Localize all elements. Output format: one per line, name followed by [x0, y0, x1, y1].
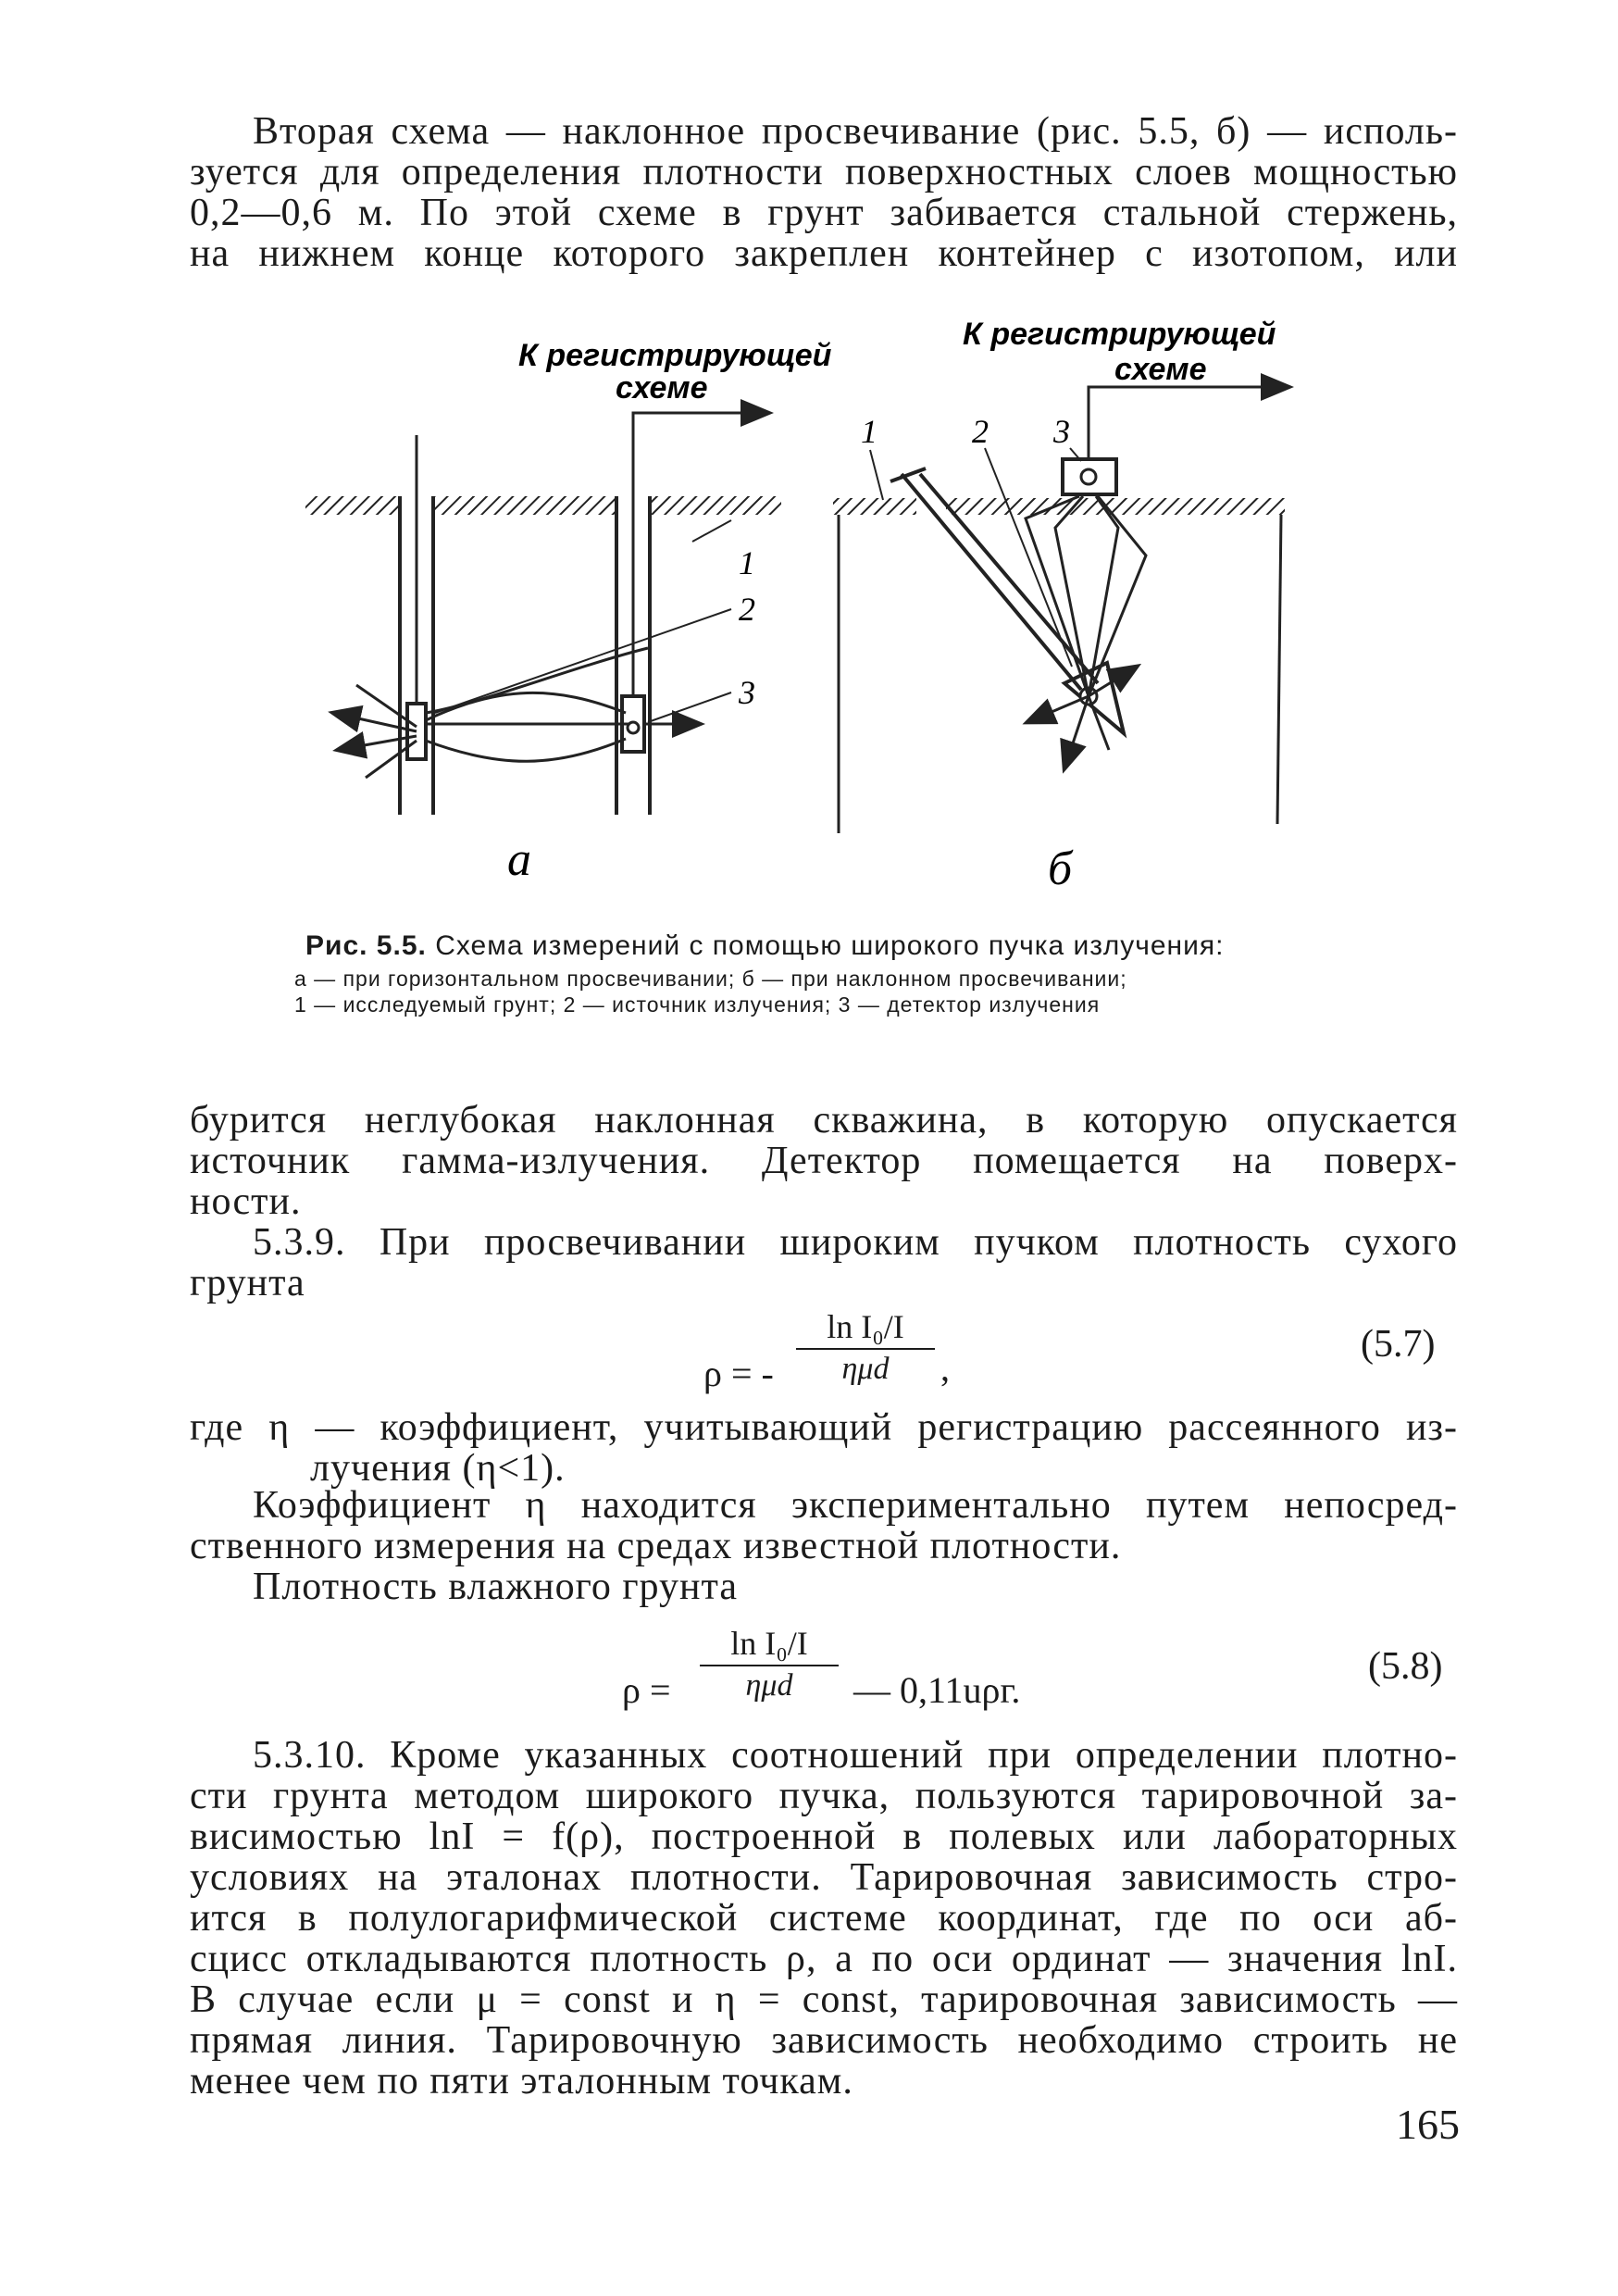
formula-fraction	[700, 1624, 839, 1703]
soil-boundary	[1277, 515, 1281, 824]
leader-lines	[870, 448, 1081, 667]
text-line: сти грунта методом широкого пучка, пользуются тарировочной за-	[190, 1775, 1458, 1817]
text-line: 0,2—0,6 м. По этой схеме в грунт забивается стальной стержень,	[190, 192, 1458, 234]
formula-lhs: ρ = -	[703, 1353, 774, 1394]
text-line: ности.	[190, 1180, 302, 1223]
fraction-numerator: ln I₀/I	[796, 1307, 935, 1350]
text-line: прямая линия. Тарировочную зависимость необходимо строить не	[190, 2019, 1458, 2062]
text-line: Коэффициент η находится экспериментально путем непосред-	[253, 1484, 1458, 1527]
coefficient-text	[190, 1485, 1458, 1566]
formula-lhs: ρ =	[622, 1669, 671, 1711]
arrow-caption-a: К регистрирующей	[518, 338, 832, 373]
figure-caption-title	[305, 930, 1324, 962]
ground-hatch	[650, 496, 781, 515]
figure-caption-line: 1 — исследуемый грунт; 2 — источник излучения; 3 — детектор излучения	[294, 992, 1101, 1017]
ground-hatch	[833, 498, 916, 515]
text-line: Вторая схема — наклонное просвечивание (рис. 5.5, б) — исполь-	[253, 110, 1458, 153]
where-text	[190, 1407, 1458, 1489]
page-number: 165	[1396, 2101, 1460, 2148]
figure-5-5	[0, 0, 1618, 907]
ground-hatch	[433, 496, 616, 515]
text-line: Плотность влажного грунта	[253, 1566, 738, 1608]
text-line: грунта	[190, 1262, 305, 1304]
figure-number: Рис. 5.5.	[305, 930, 427, 961]
diagram-a	[305, 338, 832, 886]
text-line: 5.3.10. Кроме указанных соотношений при определении плотно-	[253, 1734, 1458, 1777]
diagram-b	[833, 317, 1288, 895]
text-line: источник гамма-излучения. Детектор помещается на поверх-	[190, 1140, 1458, 1182]
text-line: В случае если μ = const и η = const, тарировочная зависимость —	[190, 1978, 1458, 2021]
label-number: 2	[972, 413, 989, 450]
text-line: висимостью lnI = f(ρ), построенной в полевых или лабораторных	[190, 1816, 1458, 1858]
wet-density-text	[190, 1566, 1458, 1607]
text-line: ится в полулогарифмической системе координат, где по оси аб-	[190, 1897, 1458, 1940]
text-line: ственного измерения на средах известной плотности.	[190, 1525, 1122, 1567]
text-line: на нижнем конце которого закреплен контейнер с изотопом, или	[190, 232, 1458, 275]
section-5-3-9	[190, 1222, 1458, 1304]
radiation-rays	[1026, 496, 1146, 768]
text-line: бурится неглубокая наклонная скважина, в которую опускается	[190, 1099, 1458, 1142]
detector-cable-arrow	[1089, 387, 1288, 459]
subfigure-label: б	[1048, 842, 1073, 895]
text-line: зуется для определения плотности поверхностных слоев мощностью	[190, 151, 1458, 193]
label-number: 2	[739, 591, 755, 628]
ground-hatch	[305, 496, 400, 515]
fraction-denominator: ημd	[841, 1352, 890, 1386]
text-line: условиях на эталонах плотности. Тарировочная зависимость стро-	[190, 1856, 1458, 1899]
figure-caption-line: а — при горизонтальном просвечивании; б — при наклонном просвечивании;	[294, 967, 1127, 991]
section-5-3-10	[190, 1735, 1458, 2102]
label-number: 1	[861, 413, 877, 450]
text-line: лучения (η<1).	[310, 1447, 566, 1490]
formula-trail: — 0,11uρг.	[853, 1669, 1021, 1711]
ground-hatch	[946, 498, 1285, 515]
text-line: где η — коэффициент, учитывающий регистрацию рассеянного из-	[190, 1406, 1458, 1449]
label-number: 1	[739, 544, 755, 581]
equation-number: (5.8)	[1368, 1645, 1443, 1688]
label-number: 3	[739, 674, 755, 711]
radiation-detector	[1063, 459, 1116, 494]
fraction-denominator: ημd	[745, 1668, 793, 1703]
text-line: менее чем по пяти эталонным точкам.	[190, 2060, 853, 2103]
text-line: сцисс откладываются плотность ρ, а по оси ординат — значения lnI.	[190, 1938, 1458, 1980]
text-line: 5.3.9. При просвечивании широким пучком плотность сухого	[253, 1221, 1458, 1264]
subfigure-label: а	[507, 833, 531, 886]
formula-trail: ,	[940, 1347, 950, 1389]
equation-number: (5.7)	[1361, 1323, 1436, 1366]
figure-title: Схема измерений с помощью широкого пучка излучения:	[435, 930, 1225, 961]
label-number: 3	[1053, 413, 1070, 450]
arrow-caption-b: К регистрирующей	[963, 317, 1276, 352]
arrow-caption-b: схеме	[1114, 352, 1207, 387]
fraction-numerator: ln I₀/I	[700, 1624, 839, 1666]
leader-lines	[435, 520, 731, 722]
arrow-caption-a: схеме	[616, 370, 708, 406]
formula-fraction	[796, 1307, 935, 1387]
paragraph-after-figure	[190, 1100, 1458, 1222]
